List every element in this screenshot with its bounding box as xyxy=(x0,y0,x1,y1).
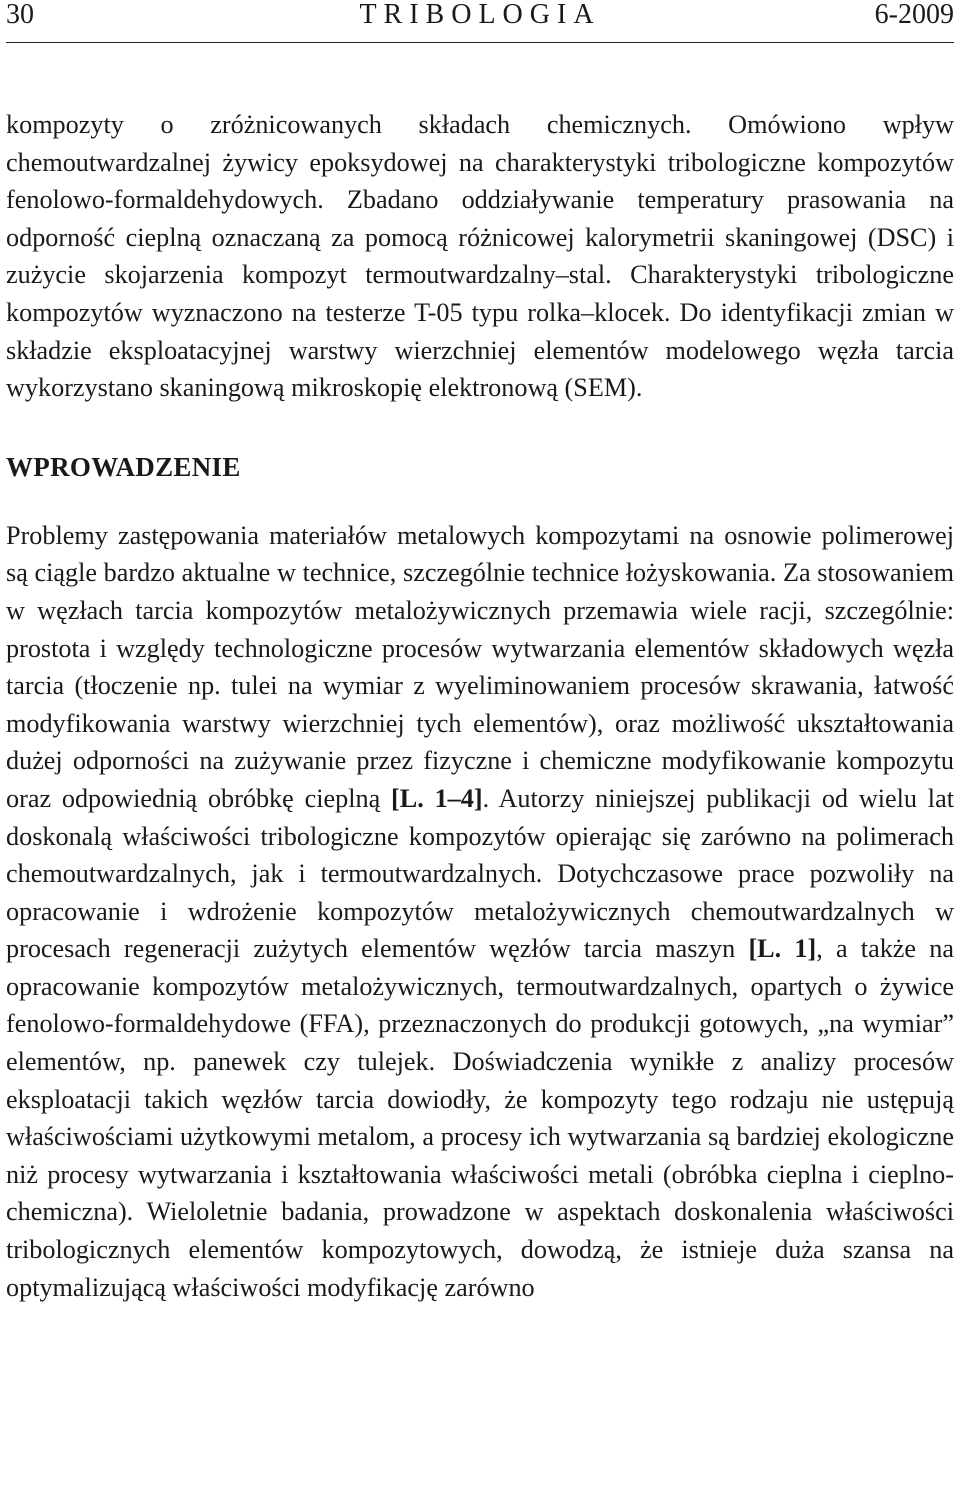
journal-title: TRIBOLOGIA xyxy=(359,0,601,30)
issue-number: 6-2009 xyxy=(874,0,954,30)
body-text xyxy=(6,106,954,1306)
abstract-paragraph: kompozyty o zróżnicowanych składach chemicznych. Omówiono wpływ chemoutwardzalnej żywicy epoksydowej na charakterystyki tribologiczne kompozytów fenolowo-formaldehydowych. Zbadano oddziaływanie temperatury prasowania na odporność cieplną oznaczaną za pomocą różnicowej kalorymetrii skaningowej (DSC) i zużycie skojarzenia kompozyt termoutwardzalny–stal. Charakterystyki tribologiczne kompozytów wyznaczono na testerze T-05 typu rolka–klocek. Do identyfikacji zmian w składzie eksploatacyjnej warstwy wierzchniej elementów modelowego węzła tarcia wykorzystano skaningową mikroskopię elektronową (SEM). xyxy=(6,110,954,403)
citation-ref-2: [L. 1] xyxy=(748,934,817,964)
section-heading: WPROWADZENIE xyxy=(6,451,241,482)
citation-ref-1: [L. 1–4] xyxy=(391,783,483,813)
intro-paragraph xyxy=(6,517,954,1306)
running-head xyxy=(6,0,954,43)
intro-text-part-2: . Autorzy niniejszej publikacji od wielu lat doskonalą właściwości tribologiczne kompozytów opierając się zarówno na polimerach chemoutwardzalnych, jak i termoutwardzalnych. Dotychczasowe prace pozwoliły na opracowanie i wdrożenie kompozytów metalożywicznych chemoutwardzalnych w procesach regeneracji zużytych elementów węzłów tarcia maszyn xyxy=(6,783,954,964)
intro-text-part-3: , a także na opracowanie kompozytów metalożywicznych, termoutwardzalnych, opartych o żywice fenolowo-formaldehydowe (FFA), przeznaczonych do produkcji gotowych, „na wymiar” elementów, np. panewek czy tulejek. Doświadczenia wynikłe z analizy procesów eksploatacji takich węzłów tarcia dowiodły, że kompozyty tego rodzaju nie ustępują właściwościami użytkowymi metalom, a procesy ich wytwarzania są bardziej ekologiczne niż procesy wytwarzania i kształtowania właściwości metali (obróbka cieplna i cieplno-chemiczna). Wieloletnie badania, prowadzone w aspektach doskonalenia właściwości tribologicznych elementów kompozytowych, dowodzą, że istnieje duża szansa na optymalizującą właściwości modyfikację zarówno xyxy=(6,934,954,1302)
intro-text-part-1: Problemy zastępowania materiałów metalowych kompozytami na osnowie polimerowej są ciągle bardzo aktualne w technice, szczególnie technice łożyskowania. Za stosowaniem w węzłach tarcia kompozytów metalożywicznych przemawia wiele racji, szczególnie: prostota i względy technologiczne procesów wytwarzania elementów składowych węzła tarcia (tłoczenie np. tulei na wymiar z wyeliminowaniem procesów skrawania, łatwość modyfikowania warstwy wierzchniej tych elementów), oraz możliwość ukształtowania dużej odporności na zużywanie przez fizyczne i chemiczne modyfikowanie kompozytu oraz odpowiednią obróbkę cieplną xyxy=(6,520,954,813)
page-number: 30 xyxy=(6,0,34,30)
